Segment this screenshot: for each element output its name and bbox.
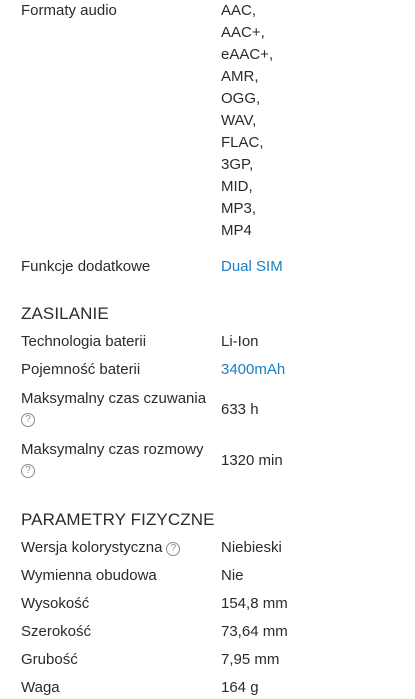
replaceable-housing-value: Nie — [221, 567, 244, 584]
audio-format-item: MP3, — [221, 200, 257, 217]
section-heading-power: ZASILANIE — [21, 304, 109, 323]
audio-format-item: FLAC, — [221, 134, 264, 151]
extra-features-label: Funkcje dodatkowe — [21, 258, 151, 275]
help-circle-icon[interactable]: ? — [21, 413, 35, 427]
section-heading-physical: PARAMETRY FIZYCZNE — [21, 510, 215, 529]
help-circle-icon[interactable]: ? — [21, 464, 35, 478]
color-version-label — [21, 537, 180, 559]
replaceable-housing-label: Wymienna obudowa — [21, 567, 157, 584]
audio-format-item: MP4 — [221, 222, 252, 239]
audio-format-item: AAC, — [221, 2, 257, 19]
talk-time-value: 1320 min — [221, 452, 283, 469]
help-circle-icon[interactable]: ? — [166, 542, 180, 556]
color-version-label-text: Wersja kolorystyczna — [21, 539, 163, 556]
height-value: 154,8 mm — [221, 595, 288, 612]
weight-value: 164 g — [221, 679, 259, 696]
audio-format-item: WAV, — [221, 112, 257, 129]
height-label: Wysokość — [21, 595, 90, 612]
weight-label: Waga — [21, 679, 60, 696]
standby-time-label: Maksymalny czas czuwania — [21, 390, 207, 407]
audio-format-item: OGG, — [221, 90, 261, 107]
audio-format-item: MID, — [221, 178, 253, 195]
width-label: Szerokość — [21, 623, 92, 640]
width-value: 73,64 mm — [221, 623, 288, 640]
standby-time-value: 633 h — [221, 401, 259, 418]
thickness-label: Grubość — [21, 651, 78, 668]
battery-tech-label: Technologia baterii — [21, 333, 147, 350]
audio-format-item: eAAC+, — [221, 46, 274, 63]
talk-time-label: Maksymalny czas rozmowy — [21, 441, 204, 458]
dual-sim-link[interactable]: Dual SIM — [221, 258, 283, 275]
thickness-value: 7,95 mm — [221, 651, 280, 668]
audio-format-item: 3GP, — [221, 156, 254, 173]
color-version-value: Niebieski — [221, 539, 282, 556]
audio-formats-list — [221, 0, 273, 242]
battery-capacity-link[interactable]: 3400mAh — [221, 361, 286, 378]
battery-capacity-label: Pojemność baterii — [21, 361, 141, 378]
battery-tech-value: Li-Ion — [221, 333, 259, 350]
audio-format-item: AMR, — [221, 68, 259, 85]
audio-format-item: AAC+, — [221, 24, 265, 41]
audio-formats-label: Formaty audio — [21, 2, 117, 19]
